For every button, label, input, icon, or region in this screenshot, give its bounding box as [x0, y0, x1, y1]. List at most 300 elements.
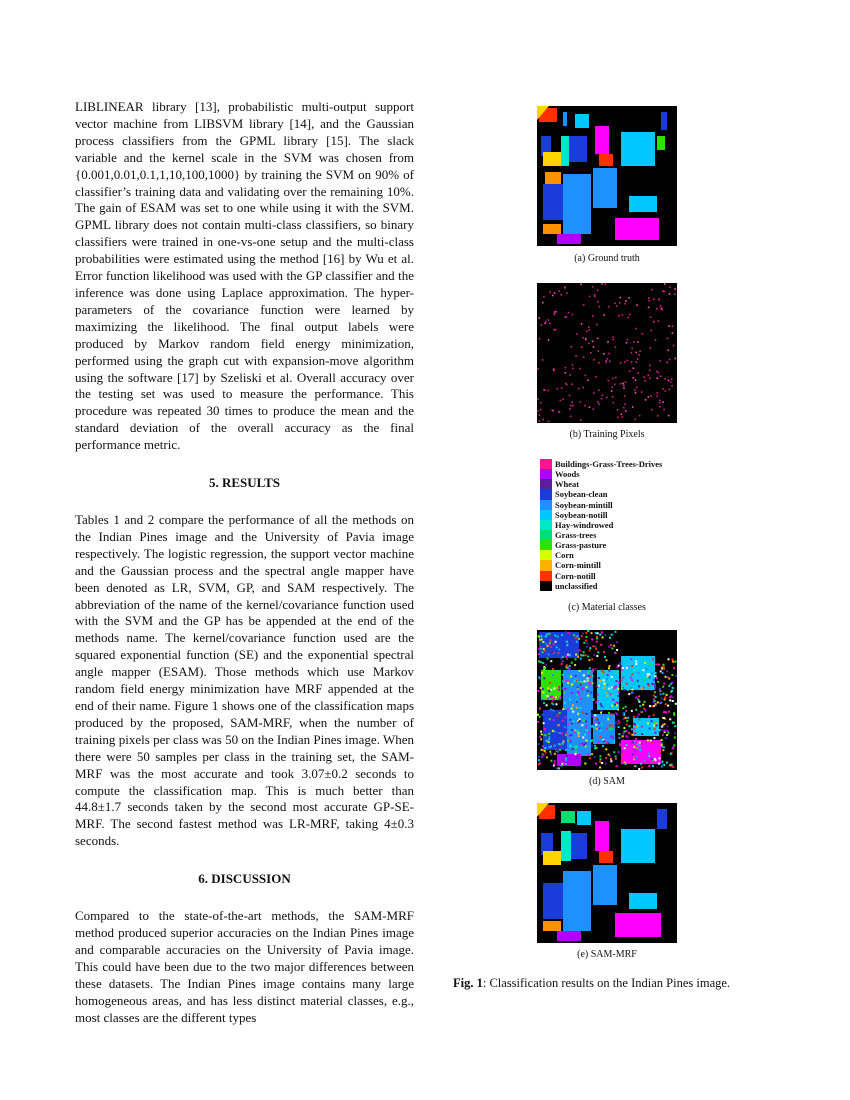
training-pixel — [659, 406, 661, 408]
sam-pixel — [673, 722, 675, 724]
legend-label: unclassified — [555, 580, 598, 591]
sam-pixel — [671, 764, 673, 766]
sam-pixel — [583, 720, 585, 722]
sam-pixel — [649, 705, 651, 707]
results-heading: 5. RESULTS — [208, 475, 281, 491]
sam-pixel — [635, 732, 637, 734]
sam-pixel — [628, 732, 630, 734]
sam-pixel — [607, 718, 609, 720]
sam-pixel — [616, 765, 618, 767]
sam-pixel — [584, 734, 586, 736]
results-paragraph: Tables 1 and 2 compare the performance of all the methods on the Indian Pines image and the University of Pavia image respectively. The logistic regression, the support vector machine and the Gaussian process and the spectral angle mapper have been denoted as LR, SVM, GP, and SAM respectively. The abbreviation of the name of the kernel/covariance function used with the SVM and the GP has be appended at the end of the methods name. The kernel/covariance function used are the squared exponential function (SE) and the exponential spectral angle mapper (ESAM). Those methods which use Markov random field energy minimization have MRF appended at the end of their name. Figure 1 shows one of the classification maps produced by the proposed, SAM-MRF, when the number of training pixels per class was 50 on the Indian Pines image. When there were 50 samples per class in the training set, the SAM-MRF was the most accurate and took 3.07±0.2 seconds to compute the classification map. This is much better than 44.8±1.7 seconds taken by the second most accurate GP-SE-MRF. The second fastest method was LR-MRF, taking 4±0.3 seconds. — [75, 512, 414, 849]
sam-pixel — [567, 708, 569, 710]
sam-pixel — [580, 654, 582, 656]
sam-pixel — [561, 763, 563, 765]
sam-pixel — [651, 758, 653, 760]
sam-pixel — [630, 677, 632, 679]
sam-pixel — [574, 729, 576, 731]
training-pixel — [576, 333, 578, 335]
training-pixel — [566, 292, 568, 294]
legend-swatch — [540, 469, 552, 479]
sam-pixel — [548, 644, 550, 646]
sam-pixel — [641, 766, 643, 768]
sam-pixel — [568, 673, 570, 675]
sam-pixel — [574, 680, 576, 682]
sam-pixel — [653, 722, 655, 724]
training-pixel — [564, 286, 566, 288]
training-pixel — [623, 385, 625, 387]
training-pixel — [624, 303, 626, 305]
sam-pixel — [653, 737, 655, 739]
training-pixel — [616, 305, 618, 307]
sam-pixel — [538, 653, 540, 655]
training-pixel — [572, 364, 574, 366]
training-pixel — [580, 401, 582, 403]
training-pixel — [635, 379, 637, 381]
training-pixel — [631, 352, 633, 354]
sam-pixel — [608, 646, 610, 648]
training-pixel — [565, 367, 567, 369]
sam-pixel — [588, 670, 590, 672]
training-pixel — [586, 331, 588, 333]
sam-pixel — [599, 680, 601, 682]
sam-pixel — [612, 741, 614, 743]
sam-pixel — [623, 740, 625, 742]
sam-pixel — [662, 672, 664, 674]
sam-pixel — [632, 754, 634, 756]
training-pixel — [572, 314, 574, 316]
sam-pixel — [607, 716, 609, 718]
training-pixel — [648, 297, 650, 299]
sam-pixel — [561, 634, 563, 636]
training-pixel — [648, 374, 650, 376]
sam-pixel — [654, 691, 656, 693]
training-pixel — [669, 287, 671, 289]
sam-pixel — [543, 666, 545, 668]
sam-pixel — [626, 730, 628, 732]
sam-pixel — [540, 731, 542, 733]
training-pixel — [537, 398, 539, 400]
sam-pixel — [650, 688, 652, 690]
training-pixel — [585, 338, 587, 340]
legend-row — [540, 550, 662, 560]
sam-pixel — [541, 698, 543, 700]
sam-pixel — [644, 710, 646, 712]
sam-pixel — [635, 681, 637, 683]
training-pixel — [658, 320, 660, 322]
sam-pixel — [635, 660, 637, 662]
training-pixel — [590, 352, 592, 354]
sam-pixel — [589, 667, 591, 669]
figure-caption-label: Fig. 1 — [453, 976, 483, 990]
training-pixel — [657, 392, 659, 394]
sam-pixel — [631, 689, 633, 691]
sam-pixel — [595, 717, 597, 719]
sam-pixel — [582, 654, 584, 656]
sam-pixel — [632, 741, 634, 743]
sam-pixel — [557, 763, 559, 765]
sam-pixel — [622, 762, 624, 764]
sam-pixel — [569, 739, 571, 741]
training-pixel — [617, 409, 619, 411]
training-pixel — [659, 360, 661, 362]
training-pixel — [634, 390, 636, 392]
sam-pixel — [557, 767, 559, 769]
sam-pixel — [631, 673, 633, 675]
training-pixel — [658, 299, 660, 301]
sam-pixel — [563, 697, 565, 699]
training-pixel — [669, 389, 671, 391]
sam-pixel — [653, 679, 655, 681]
sam-pixel — [663, 665, 665, 667]
sam-pixel — [615, 631, 617, 633]
sam-pixel — [563, 740, 565, 742]
training-pixel — [554, 311, 556, 313]
sam-pixel — [569, 735, 571, 737]
sam-pixel — [609, 725, 611, 727]
sam-pixel — [665, 676, 667, 678]
sam-pixel — [601, 670, 603, 672]
training-pixel — [589, 406, 591, 408]
sam-pixel — [586, 713, 588, 715]
sam-pixel — [651, 705, 653, 707]
sam-pixel — [631, 679, 633, 681]
sam-pixel — [561, 733, 563, 735]
sam-pixel — [595, 668, 597, 670]
sam-pixel — [669, 699, 671, 701]
training-pixel — [585, 375, 587, 377]
sam-pixel — [565, 655, 567, 657]
sam-pixel — [656, 724, 658, 726]
training-pixel — [562, 399, 564, 401]
sam-pixel — [644, 678, 646, 680]
legend-row — [540, 560, 662, 570]
sam-pixel — [546, 633, 548, 635]
sam-pixel — [648, 755, 650, 757]
sam-pixel — [552, 651, 554, 653]
sam-pixel — [634, 749, 636, 751]
sam-pixel — [569, 699, 571, 701]
sam-pixel — [595, 724, 597, 726]
sam-pixel — [607, 730, 609, 732]
sam-pixel — [575, 654, 577, 656]
sam-pixel — [622, 713, 624, 715]
sam-pixel — [633, 746, 635, 748]
training-pixel — [660, 308, 662, 310]
training-pixel — [674, 293, 676, 295]
sam-pixel — [552, 703, 554, 705]
training-pixel — [575, 355, 577, 357]
sam-pixel — [618, 691, 620, 693]
sam-pixel — [560, 696, 562, 698]
caption-sam-mrf: (e) SAM-MRF — [577, 949, 637, 960]
training-pixel — [542, 359, 544, 361]
training-pixel — [554, 292, 556, 294]
sam-pixel — [557, 636, 559, 638]
sam-pixel — [550, 660, 552, 662]
sam-pixel — [622, 667, 624, 669]
sam-pixel — [569, 719, 571, 721]
sam-pixel — [553, 763, 555, 765]
sam-pixel — [642, 729, 644, 731]
sam-pixel — [586, 636, 588, 638]
sam-pixel — [588, 722, 590, 724]
sam-pixel — [590, 706, 592, 708]
training-pixel — [656, 308, 658, 310]
sam-pixel — [585, 726, 587, 728]
sam-pixel — [640, 763, 642, 765]
sam-pixel — [558, 743, 560, 745]
left-column — [75, 99, 414, 1027]
sam-pixel — [619, 662, 621, 664]
sam-pixel — [647, 739, 649, 741]
legend-label: Grass-trees — [555, 530, 597, 541]
sam-pixel — [644, 701, 646, 703]
sam-pixel — [619, 742, 621, 744]
sam-pixel — [583, 651, 585, 653]
sam-pixel — [606, 728, 608, 730]
sam-pixel — [624, 747, 626, 749]
sam-pixel — [548, 741, 550, 743]
sam-pixel — [585, 686, 587, 688]
sam-pixel — [579, 743, 581, 745]
sam-pixel — [587, 753, 589, 755]
sam-pixel — [631, 692, 633, 694]
sam-pixel — [538, 635, 540, 637]
sam-pixel — [663, 683, 665, 685]
sam-pixel — [565, 734, 567, 736]
sam-pixel — [552, 674, 554, 676]
training-pixel — [639, 351, 641, 353]
sam-pixel — [541, 756, 543, 758]
sam-pixel — [568, 668, 570, 670]
training-pixel — [626, 342, 628, 344]
sam-pixel — [587, 695, 589, 697]
training-pixel — [602, 395, 604, 397]
training-pixel — [571, 383, 573, 385]
training-pixel — [578, 388, 580, 390]
training-pixel — [583, 304, 585, 306]
sam-pixel — [565, 758, 567, 760]
legend-label: Grass-pasture — [555, 540, 607, 551]
sam-pixel — [648, 685, 650, 687]
sam-pixel — [587, 630, 589, 632]
sam-pixel — [653, 698, 655, 700]
training-pixel — [606, 360, 608, 362]
sam-pixel — [633, 716, 635, 718]
sam-pixel — [644, 685, 646, 687]
sam-pixel — [611, 705, 613, 707]
sam-pixel — [575, 753, 577, 755]
sam-pixel — [609, 755, 611, 757]
sam-pixel — [651, 762, 653, 764]
training-pixel — [621, 414, 623, 416]
sam-pixel — [595, 648, 597, 650]
sam-pixel — [661, 698, 663, 700]
sam-pixel — [596, 719, 598, 721]
sam-pixel — [564, 680, 566, 682]
training-pixel — [613, 402, 615, 404]
sam-pixel — [543, 754, 545, 756]
sam-pixel — [617, 709, 619, 711]
training-pixel — [664, 378, 666, 380]
sam-pixel — [581, 635, 583, 637]
sam-pixel — [545, 664, 547, 666]
sam-pixel — [577, 731, 579, 733]
sam-pixel — [661, 746, 663, 748]
sam-pixel — [582, 687, 584, 689]
training-pixel — [663, 409, 665, 411]
sam-pixel — [644, 662, 646, 664]
sam-pixel — [599, 767, 601, 769]
sam-pixel — [561, 663, 563, 665]
sam-pixel — [571, 662, 573, 664]
sam-pixel — [549, 698, 551, 700]
sam-pixel — [555, 696, 557, 698]
sam-pixel — [588, 732, 590, 734]
sam-pixel — [660, 702, 662, 704]
sam-pixel — [609, 665, 611, 667]
training-pixel — [592, 341, 594, 343]
sam-classification-map — [537, 630, 677, 770]
sam-pixel — [655, 672, 657, 674]
sam-pixel — [598, 722, 600, 724]
sam-pixel — [611, 676, 613, 678]
training-pixel — [537, 368, 539, 370]
sam-pixel — [594, 745, 596, 747]
sam-pixel — [549, 751, 551, 753]
training-pixel — [594, 294, 596, 296]
sam-pixel — [584, 680, 586, 682]
training-pixel — [571, 401, 573, 403]
sam-pixel — [675, 703, 677, 705]
training-pixel — [625, 381, 627, 383]
sam-pixel — [589, 649, 591, 651]
training-pixel — [568, 312, 570, 314]
training-pixel — [540, 409, 542, 411]
training-pixel — [583, 356, 585, 358]
sam-pixel — [666, 734, 668, 736]
sam-pixel — [575, 658, 577, 660]
legend-row — [540, 520, 662, 530]
sam-pixel — [663, 764, 665, 766]
training-pixel — [668, 350, 670, 352]
sam-pixel — [634, 669, 636, 671]
training-pixel — [559, 411, 561, 413]
sam-pixel — [557, 717, 559, 719]
sam-pixel — [546, 756, 548, 758]
training-pixel — [588, 343, 590, 345]
sam-pixel — [636, 747, 638, 749]
sam-pixel — [655, 722, 657, 724]
sam-pixel — [550, 753, 552, 755]
sam-pixel — [541, 639, 543, 641]
sam-pixel — [568, 716, 570, 718]
sam-pixel — [550, 646, 552, 648]
sam-pixel — [611, 728, 613, 730]
sam-pixel — [614, 704, 616, 706]
training-pixel — [657, 415, 659, 417]
sam-pixel — [596, 637, 598, 639]
sam-pixel — [549, 633, 551, 635]
sam-pixel — [576, 707, 578, 709]
sam-pixel — [564, 726, 566, 728]
training-pixel — [669, 359, 671, 361]
sam-pixel — [538, 743, 540, 745]
sam-pixel — [651, 672, 653, 674]
training-pixel — [668, 415, 670, 417]
sam-pixel — [538, 756, 540, 758]
sam-pixel — [671, 674, 673, 676]
sam-pixel — [607, 691, 609, 693]
sam-pixel — [544, 728, 546, 730]
sam-pixel — [641, 733, 643, 735]
training-pixel — [635, 392, 637, 394]
sam-pixel — [578, 693, 580, 695]
training-pixel — [629, 314, 631, 316]
sam-pixel — [565, 732, 567, 734]
sam-pixel — [544, 694, 546, 696]
sam-pixel — [580, 698, 582, 700]
training-pixel — [545, 321, 547, 323]
sam-pixel — [571, 692, 573, 694]
training-pixel — [651, 409, 653, 411]
sam-pixel — [546, 695, 548, 697]
training-pixel — [611, 387, 613, 389]
sam-pixel — [556, 749, 558, 751]
sam-pixel — [673, 714, 675, 716]
training-pixel — [597, 290, 599, 292]
sam-pixel — [595, 632, 597, 634]
sam-pixel — [543, 677, 545, 679]
sam-pixel — [562, 660, 564, 662]
sam-pixel — [587, 656, 589, 658]
sam-pixel — [657, 681, 659, 683]
sam-pixel — [592, 682, 594, 684]
sam-pixel — [625, 763, 627, 765]
training-pixel — [608, 306, 610, 308]
sam-pixel — [610, 758, 612, 760]
sam-pixel — [638, 695, 640, 697]
sam-pixel — [551, 695, 553, 697]
sam-pixel — [587, 690, 589, 692]
sam-pixel — [552, 668, 554, 670]
training-pixel — [648, 307, 650, 309]
sam-pixel — [626, 724, 628, 726]
training-pixel — [565, 372, 567, 374]
training-pixel — [655, 339, 657, 341]
sam-pixel — [648, 716, 650, 718]
sam-pixel — [641, 687, 643, 689]
sam-pixel — [614, 726, 616, 728]
training-pixel — [627, 339, 629, 341]
training-pixel — [657, 377, 659, 379]
sam-pixel — [594, 727, 596, 729]
sam-pixel — [547, 658, 549, 660]
training-pixel — [547, 390, 549, 392]
training-pixel — [618, 315, 620, 317]
training-pixel — [548, 339, 550, 341]
sam-pixel — [559, 712, 561, 714]
sam-pixel — [592, 669, 594, 671]
training-pixel — [580, 419, 582, 421]
training-pixel — [664, 283, 666, 285]
sam-pixel — [605, 742, 607, 744]
legend-swatch — [540, 489, 552, 499]
sam-pixel — [576, 701, 578, 703]
sam-pixel — [610, 760, 612, 762]
sam-pixel — [633, 758, 635, 760]
